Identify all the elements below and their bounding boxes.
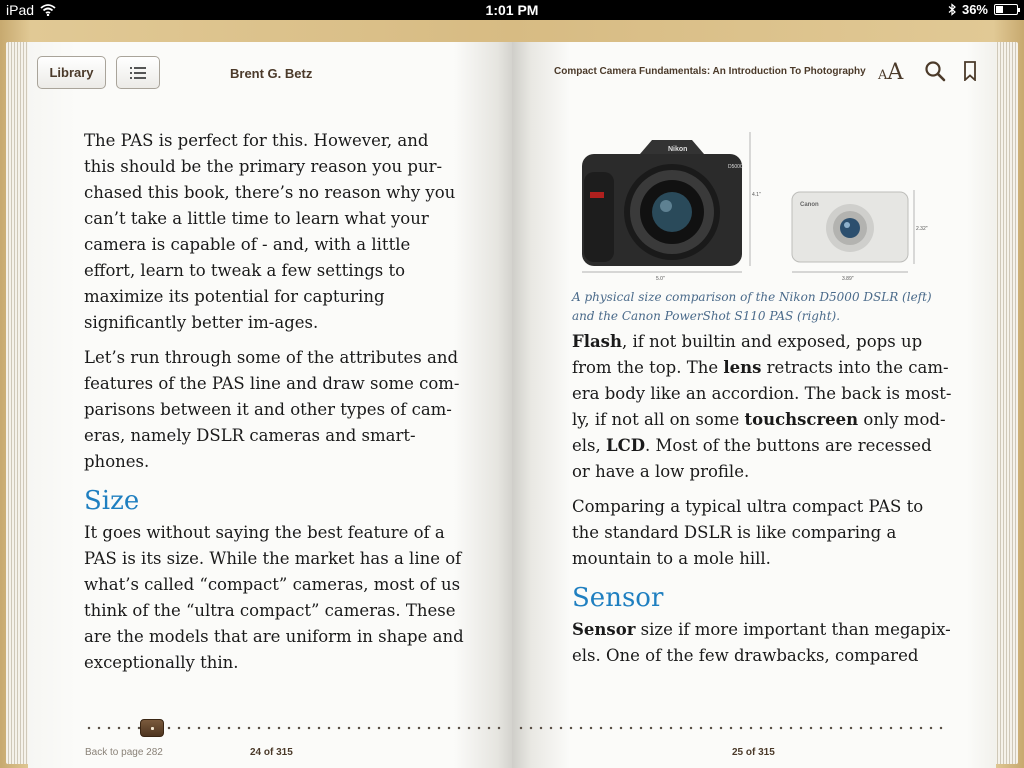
font-size-icon[interactable]: AA — [878, 60, 904, 85]
battery-fill — [996, 6, 1003, 13]
paragraph: Let’s run through some of the attributes and features of the PAS line and draw some com-parisons between it and other types of cam-eras, namely DSLR cameras and smart-phones. — [84, 348, 460, 471]
paragraph: The PAS is perfect for this. However, and this should be the primary reason you pur-chased this book, there’s no reason why you can’t take a little time to learn what your camera is capable of - and, with a little effort, learn to tweak a few settings to maximize its potential for capturing significantly better im-ages. — [84, 131, 456, 332]
library-button[interactable]: Library — [37, 56, 106, 89]
camera-size-comparison-figure — [580, 132, 950, 284]
page-stack-right — [994, 42, 1018, 764]
book-author: Brent G. Betz — [230, 66, 313, 81]
search-icon[interactable] — [924, 60, 946, 82]
battery-icon — [994, 4, 1018, 15]
battery-percent: 36% — [961, 2, 988, 17]
right-page-text — [572, 329, 952, 678]
paragraph: Flash, if not builtin and exposed, pops up from the top. The lens retracts into the cam-era body like an accordion. The back is most-ly, if not all on some touchscreen only mod-els, LCD. Most of the buttons are recessed or have a low profile. — [572, 332, 952, 481]
status-time: 1:01 PM — [485, 2, 539, 18]
section-heading-size: Size — [84, 486, 140, 516]
dslr-height-label: 4.1" — [752, 192, 761, 198]
back-to-page-link[interactable]: Back to page 282 — [85, 747, 163, 758]
table-of-contents-button[interactable] — [116, 56, 160, 89]
figure-caption: A physical size comparison of the Nikon D5000 DSLR (left) and the Canon PowerShot S110 PAS (right). — [572, 290, 932, 323]
page-number-right: 25 of 315 — [732, 747, 775, 758]
compact-brand-label: Canon — [800, 202, 819, 208]
compact-width-label: 3.89" — [842, 276, 854, 282]
compact-camera-image — [792, 192, 908, 262]
right-page[interactable] — [512, 42, 996, 768]
status-bar — [0, 0, 1024, 20]
section-heading-sensor: Sensor — [572, 583, 664, 613]
dslr-width-label: 5.0" — [656, 276, 665, 282]
bookmark-icon[interactable] — [963, 61, 977, 81]
paragraph: Comparing a typical ultra compact PAS to the standard DSLR is like comparing a mountain to a mole hill. — [572, 497, 924, 568]
compact-height-label: 2.32" — [916, 226, 928, 232]
book-title: Compact Camera Fundamentals: An Introduction To Photography — [554, 66, 866, 77]
table-of-contents-icon — [130, 67, 146, 79]
paragraph: Sensor size if more important than megapix-els. One of the few drawbacks, compared — [572, 620, 951, 665]
dslr-camera-image — [582, 140, 743, 266]
bluetooth-icon — [948, 3, 956, 16]
page-stack-left — [6, 42, 30, 764]
dslr-brand-label: Nikon — [668, 146, 688, 153]
page-scrubber-track-right[interactable] — [516, 726, 946, 730]
dslr-model-label: D5000 — [728, 164, 743, 170]
paragraph: It goes without saying the best feature of a PAS is its size. While the market has a line of what’s called “compact” cameras, most of us think of the “ultra compact” cameras. These are the models that are uniform in shape and exceptionally thin. — [84, 523, 464, 672]
page-number-left: 24 of 315 — [250, 747, 293, 758]
left-page-text — [84, 128, 464, 685]
book-background — [0, 20, 1024, 768]
device-name: iPad — [6, 2, 35, 18]
page-scrubber-handle[interactable] — [140, 719, 164, 737]
left-page[interactable] — [28, 42, 512, 768]
